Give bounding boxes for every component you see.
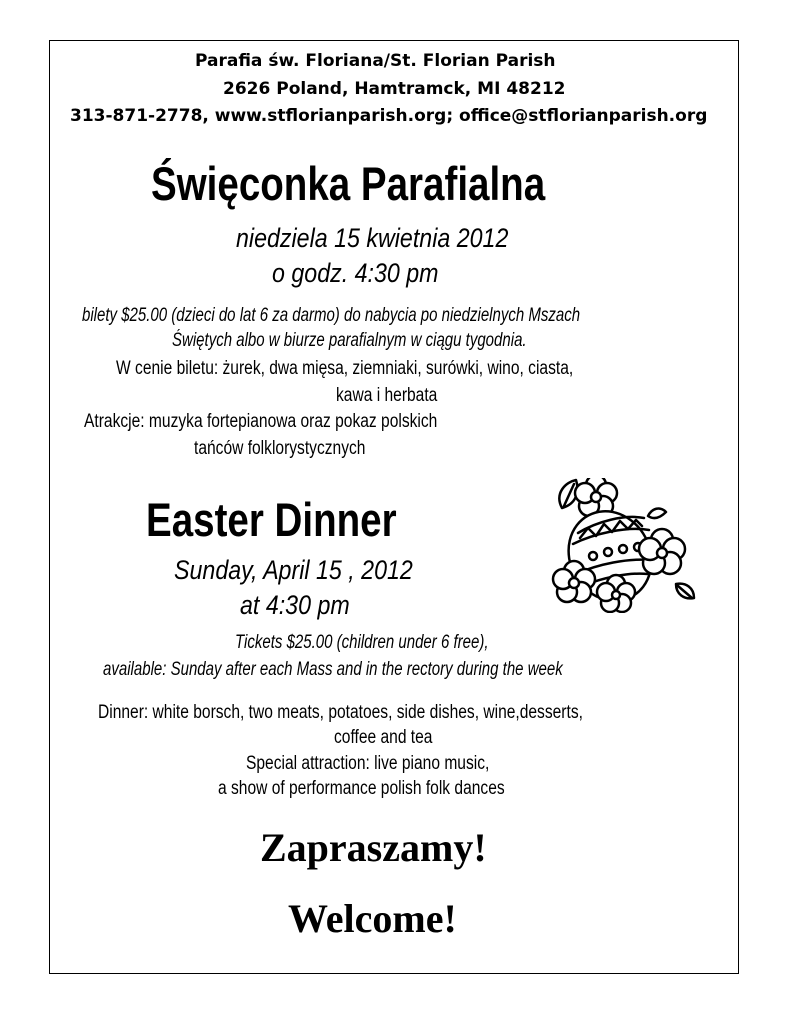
closing-english: Welcome! [288, 896, 457, 941]
english-menu-line1: Dinner: white borsch, two meats, potatoes, side dishes, wine,desserts, [98, 702, 583, 723]
polish-tickets-line2: Świętych albo w biurze parafialnym w ciągu tygodnia. [172, 330, 527, 351]
parish-contact: 313-871-2778, www.stflorianparish.org; office@stflorianparish.org [70, 106, 708, 126]
polish-tickets-line1: bilety $25.00 (dzieci do lat 6 za darmo) do nabycia po niedzielnych Mszach [82, 305, 581, 326]
english-date: Sunday, April 15 , 2012 [174, 555, 413, 585]
english-tickets-line2: available: Sunday after each Mass and in the rectory during the week [103, 659, 563, 680]
english-title: Easter Dinner [146, 493, 397, 546]
english-attractions-line1: Special attraction: live piano music, [246, 753, 490, 774]
parish-name: Parafia św. Floriana/St. Florian Parish [195, 51, 556, 71]
polish-time: o godz. 4:30 pm [272, 258, 439, 288]
closing-polish: Zapraszamy! [260, 825, 487, 870]
polish-menu-line2: kawa i herbata [336, 385, 438, 406]
polish-menu-line1: W cenie biletu: żurek, dwa mięsa, ziemniaki, surówki, wino, ciasta, [116, 358, 574, 379]
polish-title: Święconka Parafialna [151, 157, 546, 210]
easter-egg-with-flowers-icon [548, 478, 698, 613]
english-attractions-line2: a show of performance polish folk dances [218, 778, 505, 799]
polish-attractions-line1: Atrakcje: muzyka fortepianowa oraz pokaz polskich [84, 411, 438, 432]
english-tickets-line1: Tickets $25.00 (children under 6 free), [235, 632, 489, 653]
english-time: at 4:30 pm [240, 590, 350, 620]
polish-date: niedziela 15 kwietnia 2012 [236, 223, 509, 253]
english-menu-line2: coffee and tea [334, 727, 433, 748]
parish-address: 2626 Poland, Hamtramck, MI 48212 [223, 79, 566, 99]
polish-attractions-line2: tańców folklorystycznych [194, 438, 366, 459]
